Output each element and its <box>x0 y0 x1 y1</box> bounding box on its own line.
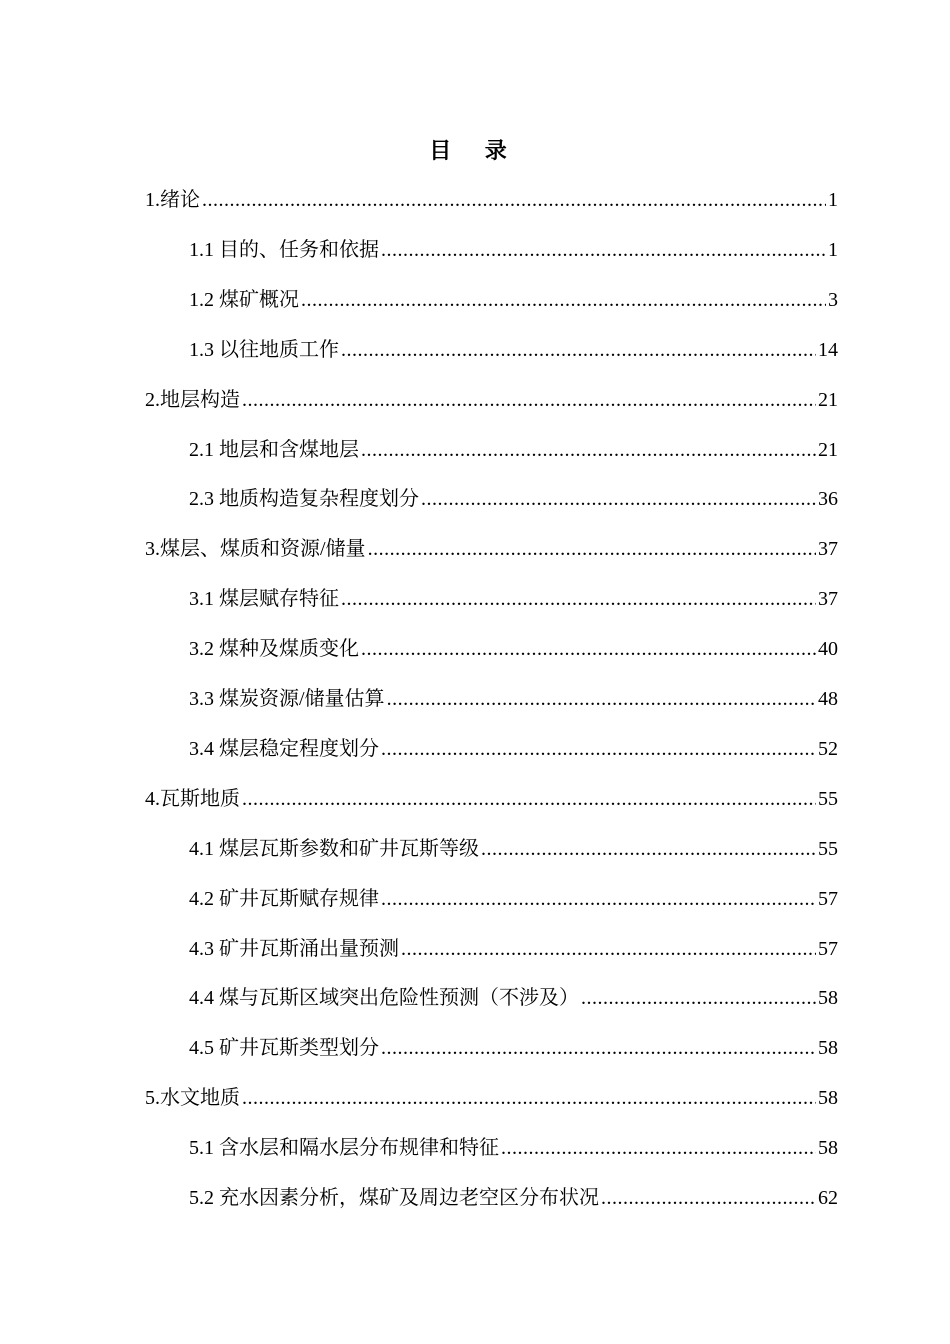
toc-entry-page-number: 40 <box>818 638 838 661</box>
toc-entry-label: 3.3 煤炭资源/储量估算 <box>189 688 385 710</box>
toc-entry[interactable] <box>189 330 838 370</box>
toc-entry-label: 3.4 煤层稳定程度划分 <box>189 737 379 760</box>
toc-entry[interactable] <box>145 380 838 420</box>
dot-leader <box>501 1128 816 1168</box>
toc-entry-label: 5.1 含水层和隔水层分布规律和特征 <box>189 1137 499 1160</box>
toc-entry-label: 1.绪论 <box>145 189 200 211</box>
dot-leader <box>361 629 816 669</box>
dot-leader <box>341 579 816 619</box>
toc-entry[interactable] <box>189 1028 838 1068</box>
toc-entry-page-number: 52 <box>818 737 838 760</box>
toc-entry[interactable] <box>145 1078 838 1118</box>
toc-entry-label: 5.2 充水因素分析，煤矿及周边老空区分布状况 <box>189 1187 599 1209</box>
toc-entry-label: 4.3 矿井瓦斯涌出量预测 <box>189 937 399 960</box>
dot-leader <box>387 679 816 719</box>
toc-entry-page-number: 48 <box>818 688 838 710</box>
toc-entry-page-number: 55 <box>818 787 838 810</box>
toc-entry[interactable] <box>145 529 838 569</box>
dot-leader <box>421 479 816 519</box>
dot-leader <box>202 180 826 220</box>
toc-title: 目 录 <box>429 138 521 163</box>
toc-entry-page-number: 58 <box>818 1137 838 1160</box>
toc-entry-page-number: 36 <box>818 488 838 511</box>
toc-entry[interactable] <box>189 879 838 919</box>
toc-entry-page-number: 1 <box>828 238 838 261</box>
toc-entry[interactable] <box>189 729 838 769</box>
toc-entry-page-number: 62 <box>818 1187 838 1209</box>
dot-leader <box>481 829 816 869</box>
toc-entry-page-number: 21 <box>818 388 838 411</box>
toc-entry-page-number: 57 <box>818 937 838 960</box>
toc-entry-page-number: 21 <box>818 438 838 461</box>
toc-entry-page-number: 3 <box>828 288 838 311</box>
toc-entry-label: 4.1 煤层瓦斯参数和矿井瓦斯等级 <box>189 837 479 860</box>
toc-entry-label: 2.3 地质构造复杂程度划分 <box>189 488 419 511</box>
toc-entry-label: 4.4 煤与瓦斯区域突出危险性预测（不涉及） <box>189 987 579 1010</box>
dot-leader <box>601 1178 816 1218</box>
toc-entry-page-number: 58 <box>818 1037 838 1060</box>
toc-entry[interactable] <box>145 779 838 819</box>
toc-entry-label: 1.3 以往地质工作 <box>189 338 339 361</box>
toc-entry-page-number: 55 <box>818 837 838 860</box>
toc-entry[interactable] <box>189 430 838 470</box>
dot-leader <box>341 330 816 370</box>
toc-entry-page-number: 58 <box>818 987 838 1010</box>
toc-entry-page-number: 37 <box>818 588 838 611</box>
toc-entry[interactable] <box>189 1128 838 1168</box>
dot-leader <box>368 529 816 569</box>
toc-entry[interactable] <box>145 180 838 220</box>
toc-entry-label: 2.地层构造 <box>145 388 240 411</box>
toc-entry-label: 1.2 煤矿概况 <box>189 288 299 311</box>
dot-leader <box>381 1028 816 1068</box>
toc-entry-page-number: 58 <box>818 1087 838 1110</box>
toc-entry-label: 5.水文地质 <box>145 1087 240 1110</box>
toc-entry[interactable] <box>189 679 838 719</box>
toc-entry-label: 4.瓦斯地质 <box>145 787 240 810</box>
toc-entry[interactable] <box>189 978 838 1018</box>
toc-entry-label: 2.1 地层和含煤地层 <box>189 438 359 461</box>
toc-entry-page-number: 57 <box>818 887 838 910</box>
dot-leader <box>361 430 816 470</box>
toc-entry-label: 3.1 煤层赋存特征 <box>189 588 339 611</box>
dot-leader <box>381 729 816 769</box>
toc-entry[interactable] <box>189 1178 838 1218</box>
toc-entry-label: 4.5 矿井瓦斯类型划分 <box>189 1037 379 1060</box>
toc-entry-page-number: 37 <box>818 538 838 561</box>
toc-entry-label: 3.2 煤种及煤质变化 <box>189 638 359 661</box>
toc-entry[interactable] <box>189 479 838 519</box>
toc-entry[interactable] <box>189 230 838 270</box>
dot-leader <box>581 978 816 1018</box>
toc-entry-label: 4.2 矿井瓦斯赋存规律 <box>189 887 379 910</box>
toc-entry-label: 3.煤层、煤质和资源/储量 <box>145 538 366 561</box>
toc-entry[interactable] <box>189 280 838 320</box>
toc-entry[interactable] <box>189 579 838 619</box>
toc-entry-page-number: 14 <box>818 338 838 361</box>
toc-entry[interactable] <box>189 929 838 969</box>
dot-leader <box>242 380 816 420</box>
toc-entry[interactable] <box>189 629 838 669</box>
toc-entry[interactable] <box>189 829 838 869</box>
toc-entry-label: 1.1 目的、任务和依据 <box>189 238 379 261</box>
dot-leader <box>242 779 816 819</box>
dot-leader <box>381 230 826 270</box>
toc-entry-page-number: 1 <box>828 189 838 211</box>
dot-leader <box>381 879 816 919</box>
dot-leader <box>301 280 826 320</box>
dot-leader <box>401 929 816 969</box>
dot-leader <box>242 1078 816 1118</box>
